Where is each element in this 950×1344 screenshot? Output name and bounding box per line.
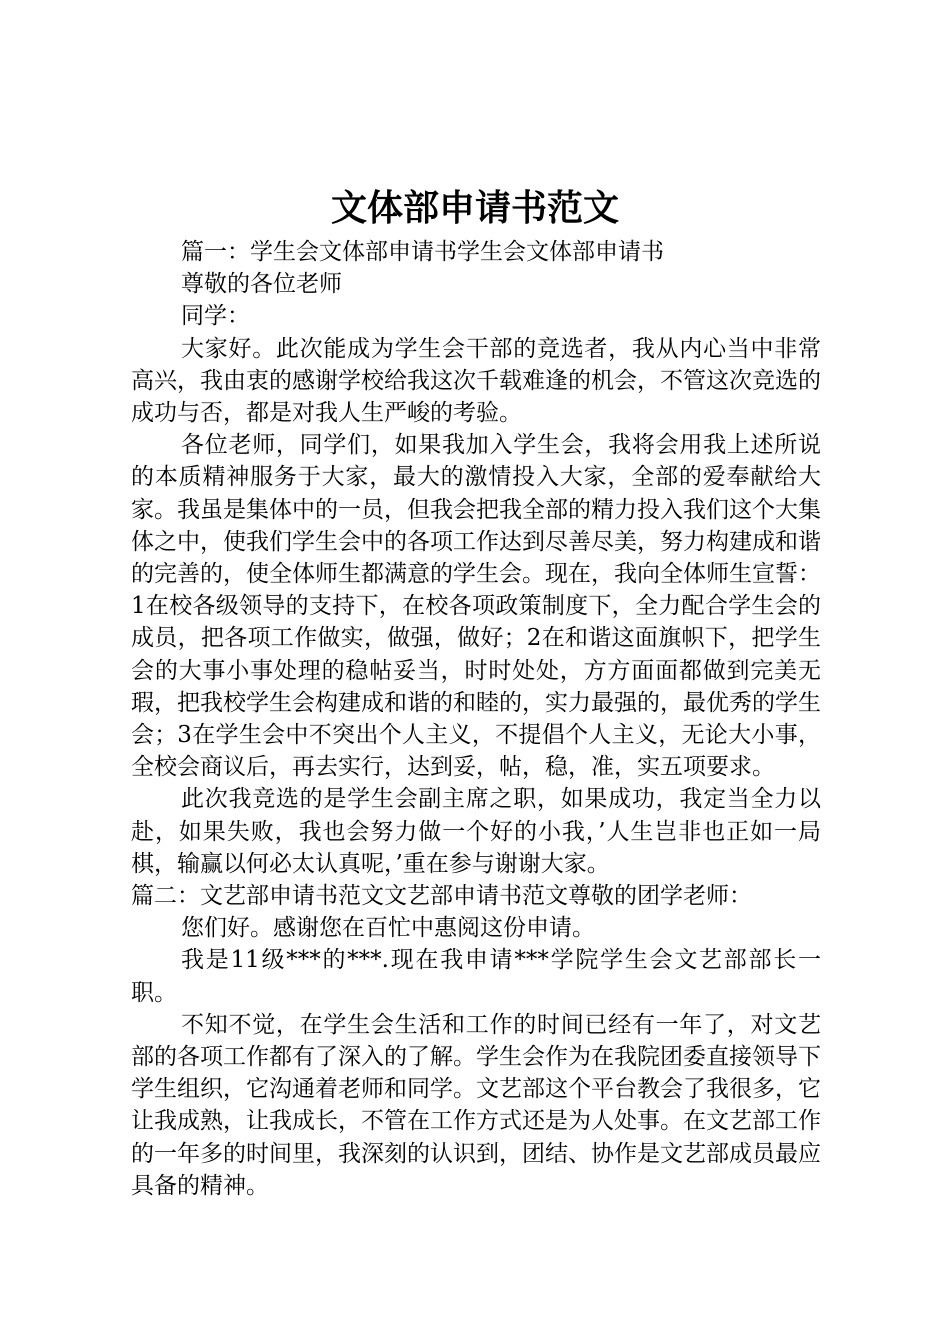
paragraph-pledge: 各位老师，同学们，如果我加入学生会，我将会用我上述所说的本质精神服务于大家，最大的激情投入大家，全部的爱奉献给大家。我虽是集体中的一员，但我会把我全部的精力投入我们这个大集体之中，使我们学生会中的各项工作达到尽善尽美，努力构建成和谐的完善的，使全体师生都满意的学生会。现在，我向全体师生宣誓：1在校各级领导的支持下，在校各项政策制度下，全力配合学生会的成员，把各项工作做实，做强，做好；2在和谐这面旗帜下，把学生会的大事小事处理的稳帖妥当，时时处处，方方面面都做到完美无瑕，把我校学生会构建成和谐的和睦的，实力最强的，最优秀的学生会；3在学生会中不突出个人主义，不提倡个人主义，无论大小事，全校会商议后，再去实行，达到妥，帖，稳，准，实五项要求。 — [131, 432, 821, 781]
paragraph-self-intro: 我是11级***的***.现在我申请***学院学生会文艺部部长一职。 — [131, 947, 821, 1006]
paragraph-salutation-classmates: 同学： — [181, 303, 250, 330]
paragraph-experience: 不知不觉，在学生会生活和工作的时间已经有一年了，对文艺部的各项工作都有了深入的了解。学生会作为在我院团委直接领导下学生组织，它沟通着老师和同学。文艺部这个平台教会了我很多，它让我成熟，让我成长，不管在工作方式还是为人处事。在文艺部工作的一年多的时间里，我深刻的认识到，团结、协作是文艺部成员最应具备的精神。 — [131, 1011, 821, 1199]
document-body — [131, 236, 821, 1202]
paragraph-part-one-heading: 篇一：学生会文体部申请书学生会文体部申请书 — [181, 239, 664, 265]
paragraph-greeting: 大家好。此次能成为学生会干部的竞选者，我从内心当中非常高兴，我由衷的感谢学校给我这次千载难逢的机会，不管这次竞选的成功与否，都是对我人生严峻的考验。 — [131, 335, 821, 427]
paragraph-part-two-heading: 篇二：文艺部申请书范文文艺部申请书范文尊敬的团学老师： — [131, 883, 752, 910]
paragraph-position: 此次我竞选的是学生会副主席之职，如果成功，我定当全力以赴，如果失败，我也会努力做一个好的小我，’人生岂非也正如一局棋，输赢以何必太认真呢，’重在参与谢谢大家。 — [131, 786, 821, 877]
document-title: 文体部申请书范文 — [330, 187, 619, 229]
paragraph-thanks: 您们好。感谢您在百忙中惠阅这份申请。 — [181, 915, 595, 942]
paragraph-salutation: 尊敬的各位老师 — [181, 271, 342, 298]
